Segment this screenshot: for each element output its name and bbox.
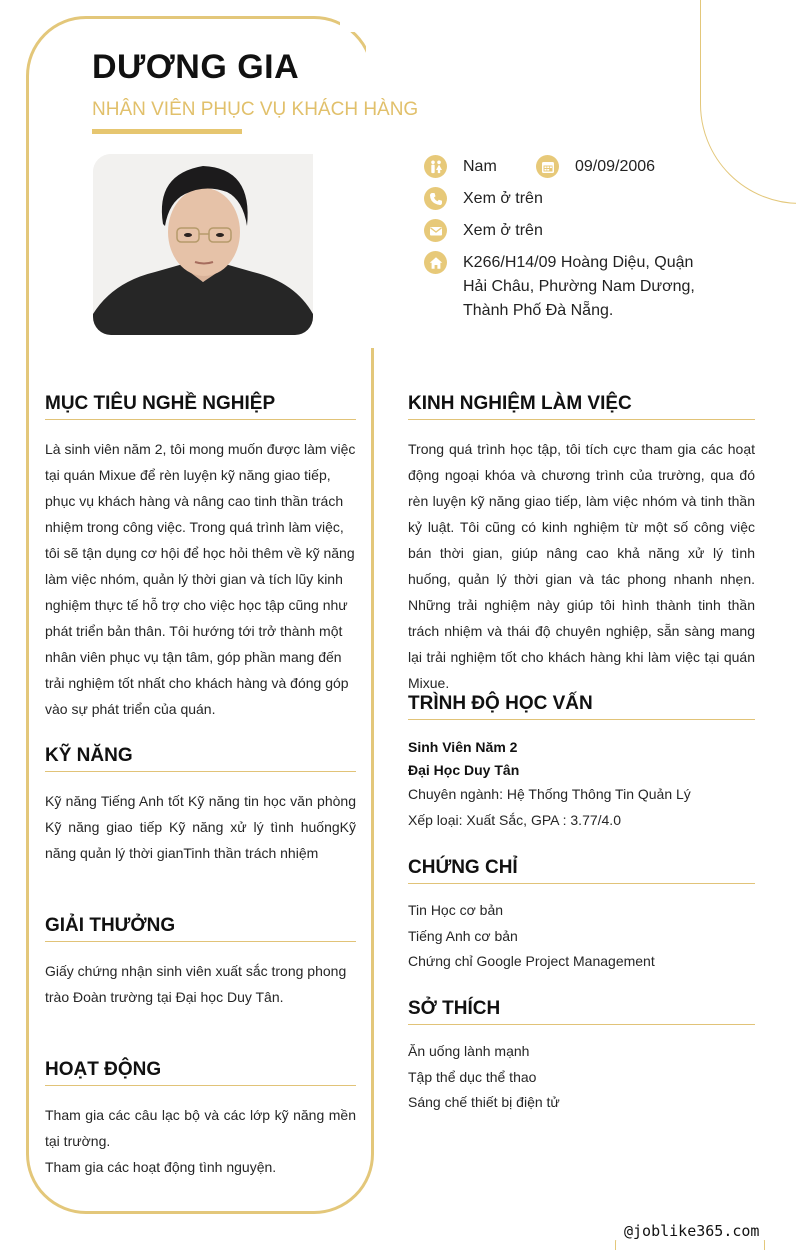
- birthdate-value: 09/09/2006: [575, 158, 656, 175]
- title-underline: [92, 129, 242, 134]
- experience-title: KINH NGHIỆM LÀM VIỆC: [408, 393, 755, 420]
- email-icon: [424, 219, 447, 242]
- gender-value: Nam: [463, 158, 497, 175]
- address-value: K266/H14/09 Hoàng Diệu, Quận Hải Châu, Phường Nam Dương, Thành Phố Đà Nẵng.: [463, 254, 695, 319]
- activity-item: Tham gia các câu lạc bộ và các lớp kỹ năng mền tại trường.: [45, 1107, 356, 1149]
- hobby-item: Tập thể dục thể thao: [408, 1068, 537, 1085]
- education-title: TRÌNH ĐỘ HỌC VẤN: [408, 693, 755, 720]
- decorative-frame-top-right: [700, 0, 796, 204]
- frame-gap: [340, 10, 400, 32]
- certificate-item: Chứng chỉ Google Project Management: [408, 953, 655, 970]
- frame-gap: [366, 30, 380, 348]
- hobby-item: Ăn uống lành mạnh: [408, 1043, 530, 1059]
- address-row: [424, 251, 699, 323]
- candidate-name: DƯƠNG GIA: [92, 48, 300, 86]
- certificates-list: [408, 898, 755, 975]
- phone-icon: [424, 187, 447, 210]
- certificate-item: Tiếng Anh cơ bản: [408, 927, 518, 944]
- gender-icon: [424, 155, 447, 178]
- phone-value: Xem ở trên: [463, 190, 543, 207]
- activities-title: HOẠT ĐỘNG: [45, 1059, 356, 1086]
- footer-watermark: @joblike365.com: [624, 1222, 760, 1240]
- education-level: Sinh Viên Năm 2: [408, 739, 518, 755]
- home-icon: [424, 251, 447, 274]
- phone-row: [424, 187, 543, 211]
- skills-title: KỸ NĂNG: [45, 745, 356, 772]
- education-major: Chuyên ngành: Hệ Thống Thông Tin Quản Lý: [408, 786, 691, 802]
- awards-text: Giấy chứng nhận sinh viên xuất sắc trong phong trào Đoàn trường tại Đại học Duy Tân.: [45, 963, 347, 1005]
- objective-text: Là sinh viên năm 2, tôi mong muốn được làm việc tại quán Mixue để rèn luyện kỹ năng giao tiếp, phục vụ khách hàng và nâng cao tinh thần trách nhiệm trong công việc. Trong quá trình làm việc, tôi sẽ tận dụng cơ hội để học hỏi thêm về kỹ năng làm việc nhóm, quản lý thời gian và tích lũy kinh nghiệm thực tế hỗ trợ cho việc học tập cũng như phát triển bản thân. Tôi hướng tới trở thành một nhân viên phục vụ tận tâm, góp phần mang đến trải nghiệm tốt nhất cho khách hàng và đóng góp vào sự phát triển của quán.: [45, 441, 356, 717]
- gender-row: [424, 155, 497, 179]
- hobbies-list: [408, 1039, 755, 1116]
- awards-title: GIẢI THƯỞNG: [45, 915, 356, 942]
- activities-list: [45, 1102, 356, 1180]
- skills-text: Kỹ năng Tiếng Anh tốt Kỹ năng tin học văn phòng Kỹ năng giao tiếp Kỹ năng xử lý tình huốngKỹ năng quản lý thời gianTinh thần trách nhiệm: [45, 793, 356, 861]
- job-title: NHÂN VIÊN PHỤC VỤ KHÁCH HÀNG: [92, 99, 419, 120]
- activity-item: Tham gia các hoạt động tình nguyện.: [45, 1159, 277, 1175]
- education-school: Đại Học Duy Tân: [408, 762, 520, 778]
- hobbies-title: SỞ THÍCH: [408, 998, 755, 1025]
- certificate-item: Tin Học cơ bản: [408, 902, 504, 918]
- profile-photo: [93, 154, 313, 335]
- calendar-icon: [536, 155, 559, 178]
- email-row: [424, 219, 543, 243]
- objective-title: MỤC TIÊU NGHỀ NGHIỆP: [45, 393, 356, 420]
- certificates-title: CHỨNG CHỈ: [408, 857, 755, 884]
- birthdate-row: [536, 155, 655, 179]
- experience-text: Trong quá trình học tập, tôi tích cực tham gia các hoạt động ngoại khóa và chương trình của trường, qua đó rèn luyện kỹ năng giao tiếp, làm việc nhóm và tinh thần kỷ luật. Tôi cũng có kinh nghiệm từ một số công việc bán thời gian, giúp nâng cao khả năng xử lý tình huống, quản lý thời gian và tác phong nhanh nhẹn. Những trải nghiệm này giúp tôi hình thành tinh thần trách nhiệm và thái độ chuyên nghiệp, sẵn sàng mang lại trải nghiệm tốt cho khách hàng khi làm việc tại quán Mixue.: [408, 441, 755, 691]
- email-value: Xem ở trên: [463, 222, 543, 239]
- education-grade: Xếp loại: Xuất Sắc, GPA : 3.77/4.0: [408, 811, 621, 828]
- hobby-item: Sáng chế thiết bị điện tử: [408, 1094, 560, 1111]
- education-block: [408, 736, 755, 833]
